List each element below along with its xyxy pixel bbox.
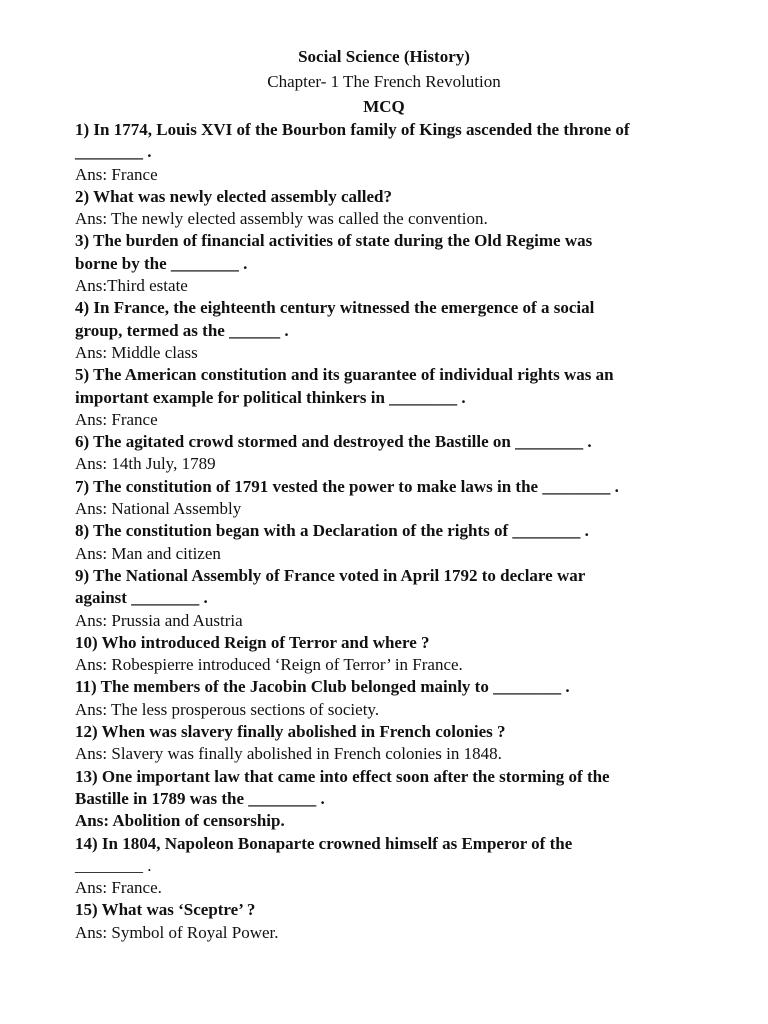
mcq-item (75, 721, 705, 766)
question-text: 14) In 1804, Napoleon Bonaparte crowned himself as Emperor of the (75, 833, 573, 853)
answer-text: Ans: France (75, 409, 158, 429)
document-subject-title: Social Science (History) (298, 47, 470, 66)
question-text: 13) One important law that came into effect soon after the storming of the (75, 766, 610, 786)
chapter-title: Chapter- 1 The French Revolution (267, 72, 501, 91)
question-text: 11) The members of the Jacobin Club belonged mainly to ________ . (75, 677, 570, 697)
mcq-item (75, 833, 705, 900)
question-text: important example for political thinkers in ________ . (75, 387, 466, 407)
question-text: 1) In 1774, Louis XVI of the Bourbon family of Kings ascended the throne of (75, 120, 630, 139)
answer-text: Ans: France. (75, 878, 162, 898)
mcq-item (75, 766, 705, 833)
question-text: 6) The agitated crowd stormed and destroyed the Bastille on ________ . (75, 432, 592, 452)
mcq-list (75, 119, 705, 944)
mcq-item (75, 297, 705, 364)
answer-text: Ans: France (75, 164, 158, 184)
mcq-item (75, 476, 705, 521)
mcq-item (75, 565, 705, 632)
question-text: group, termed as the ______ . (75, 320, 289, 340)
mcq-item (75, 230, 705, 297)
answer-text: Ans: The newly elected assembly was called the convention. (75, 209, 488, 229)
question-text: 5) The American constitution and its guarantee of individual rights was an (75, 365, 614, 385)
question-text: 8) The constitution began with a Declaration of the rights of ________ . (75, 521, 589, 541)
question-text: against ________ . (75, 588, 208, 608)
question-text-blank: ________ . (75, 855, 152, 875)
question-text: 2) What was newly elected assembly called? (75, 186, 392, 206)
question-text: 10) Who introduced Reign of Terror and where ? (75, 632, 430, 652)
question-text: ________ . (75, 142, 152, 162)
answer-text: Ans: Abolition of censorship. (75, 811, 285, 831)
mcq-item (75, 520, 705, 565)
mcq-item (75, 676, 705, 721)
document-page (0, 44, 768, 944)
mcq-item (75, 186, 705, 231)
question-text: 7) The constitution of 1791 vested the power to make laws in the ________ . (75, 476, 619, 496)
mcq-item (75, 119, 705, 186)
answer-text: Ans: National Assembly (75, 499, 242, 519)
question-text: 3) The burden of financial activities of state during the Old Regime was (75, 231, 593, 251)
mcq-item (75, 632, 705, 677)
question-text: 12) When was slavery finally abolished in French colonies ? (75, 722, 506, 742)
section-heading: MCQ (363, 97, 405, 116)
answer-text: Ans: Prussia and Austria (75, 610, 243, 630)
question-text: borne by the ________ . (75, 253, 248, 273)
mcq-item (75, 431, 705, 476)
answer-text: Ans: Middle class (75, 342, 198, 362)
mcq-item (75, 364, 705, 431)
answer-text: Ans:Third estate (75, 276, 188, 296)
question-text: 15) What was ‘Sceptre’ ? (75, 900, 256, 920)
answer-text: Ans: Slavery was finally abolished in French colonies in 1848. (75, 744, 502, 764)
answer-text: Ans: Robespierre introduced ‘Reign of Terror’ in France. (75, 655, 463, 675)
question-text: Bastille in 1789 was the ________ . (75, 788, 325, 808)
answer-text: Ans: 14th July, 1789 (75, 454, 216, 474)
question-text: 9) The National Assembly of France voted in April 1792 to declare war (75, 565, 586, 585)
question-text: 4) In France, the eighteenth century witnessed the emergence of a social (75, 298, 595, 318)
answer-text: Ans: The less prosperous sections of society. (75, 699, 380, 719)
answer-text: Ans: Symbol of Royal Power. (75, 922, 279, 942)
answer-text: Ans: Man and citizen (75, 543, 221, 563)
mcq-item (75, 899, 705, 944)
